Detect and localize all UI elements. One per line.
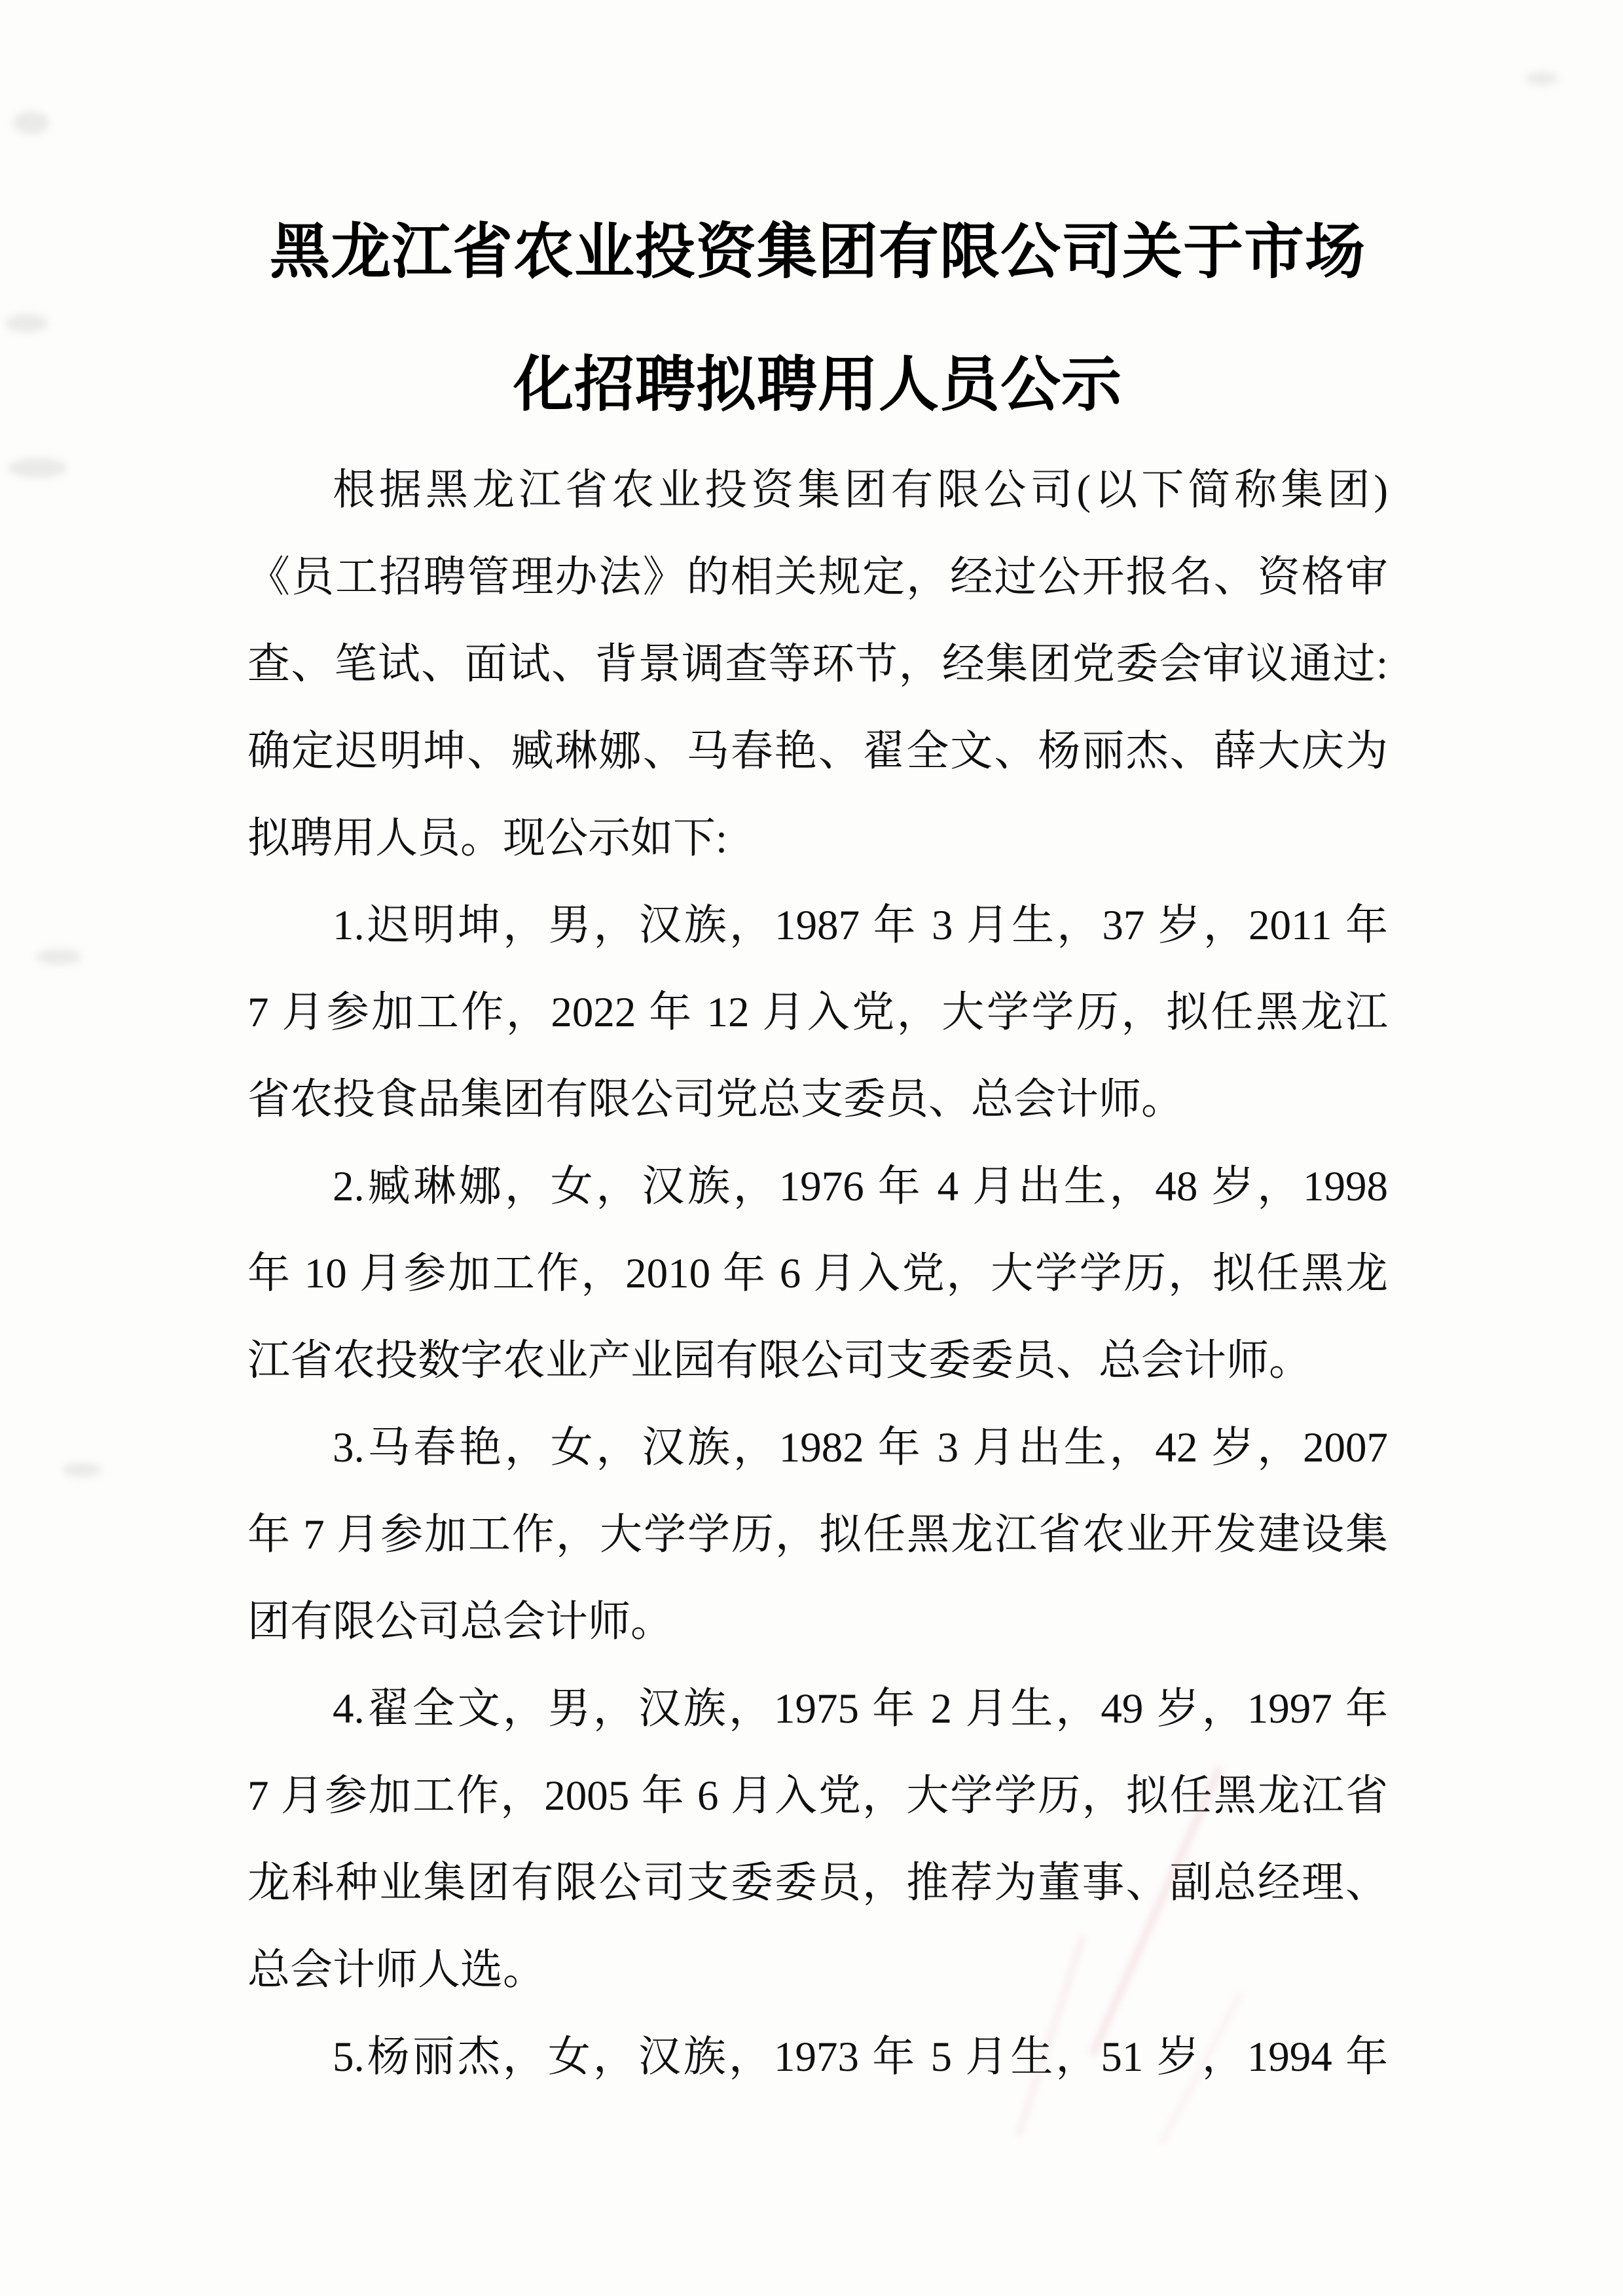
body-line-15: 4.翟全文，男，汉族，1975 年 2 月生，49 岁，1997 年 (333, 1685, 1388, 1732)
body-line-10: 年 10 月参加工作，2010 年 6 月入党，大学学历，拟任黑龙 (247, 1250, 1388, 1297)
body-line-13: 年 7 月参加工作，大学学历，拟任黑龙江省农业开发建设集 (247, 1511, 1388, 1558)
scan-artifact (8, 458, 67, 478)
document-title-line-2: 化招聘拟聘用人员公示 (513, 351, 1122, 418)
body-line-2: 《员工招聘管理办法》的相关规定，经过公开报名、资格审 (247, 554, 1388, 601)
document-title (247, 186, 1388, 452)
body-line-6: 1.迟明坤，男，汉族，1987 年 3 月生，37 岁，2011 年 (333, 902, 1388, 949)
body-line-19: 5.杨丽杰，女，汉族，1973 年 5 月生，51 岁，1994 年 (333, 2034, 1388, 2081)
body-line-16: 7 月参加工作，2005 年 6 月入党，大学学历，拟任黑龙江省 (247, 1772, 1388, 1820)
body-line-7: 7 月参加工作，2022 年 12 月入党，大学学历，拟任黑龙江 (247, 989, 1388, 1036)
scan-artifact (13, 111, 49, 134)
scan-artifact (36, 949, 82, 965)
body-line-8: 省农投食品集团有限公司党总支委员、总会计师。 (247, 1076, 1184, 1123)
scan-artifact (5, 314, 48, 332)
body-line-18: 总会计师人选。 (247, 1946, 546, 1994)
body-line-9: 2.臧琳娜，女，汉族，1976 年 4 月出生，48 岁，1998 (333, 1163, 1388, 1210)
body-line-14: 团有限公司总会计师。 (247, 1598, 674, 1645)
body-line-1: 根据黑龙江省农业投资集团有限公司(以下简称集团) (333, 467, 1388, 514)
document-title-line-1: 黑龙江省农业投资集团有限公司关于市场 (269, 219, 1366, 285)
document-body (247, 447, 1388, 2101)
scan-artifact (1525, 72, 1558, 85)
document-content (247, 0, 1388, 2101)
body-line-11: 江省农投数字农业产业园有限公司支委委员、总会计师。 (247, 1337, 1312, 1384)
body-line-4: 确定迟明坤、臧琳娜、马春艳、翟全文、杨丽杰、薛大庆为 (247, 728, 1388, 775)
body-line-12: 3.马春艳，女，汉族，1982 年 3 月出生，42 岁，2007 (333, 1424, 1388, 1471)
body-line-5: 拟聘用人员。现公示如下: (247, 815, 728, 862)
body-line-17: 龙科种业集团有限公司支委委员，推荐为董事、副总经理、 (247, 1859, 1388, 1907)
body-line-3: 查、笔试、面试、背景调查等环节，经集团党委会审议通过: (247, 641, 1388, 688)
scan-artifact (62, 1463, 101, 1477)
